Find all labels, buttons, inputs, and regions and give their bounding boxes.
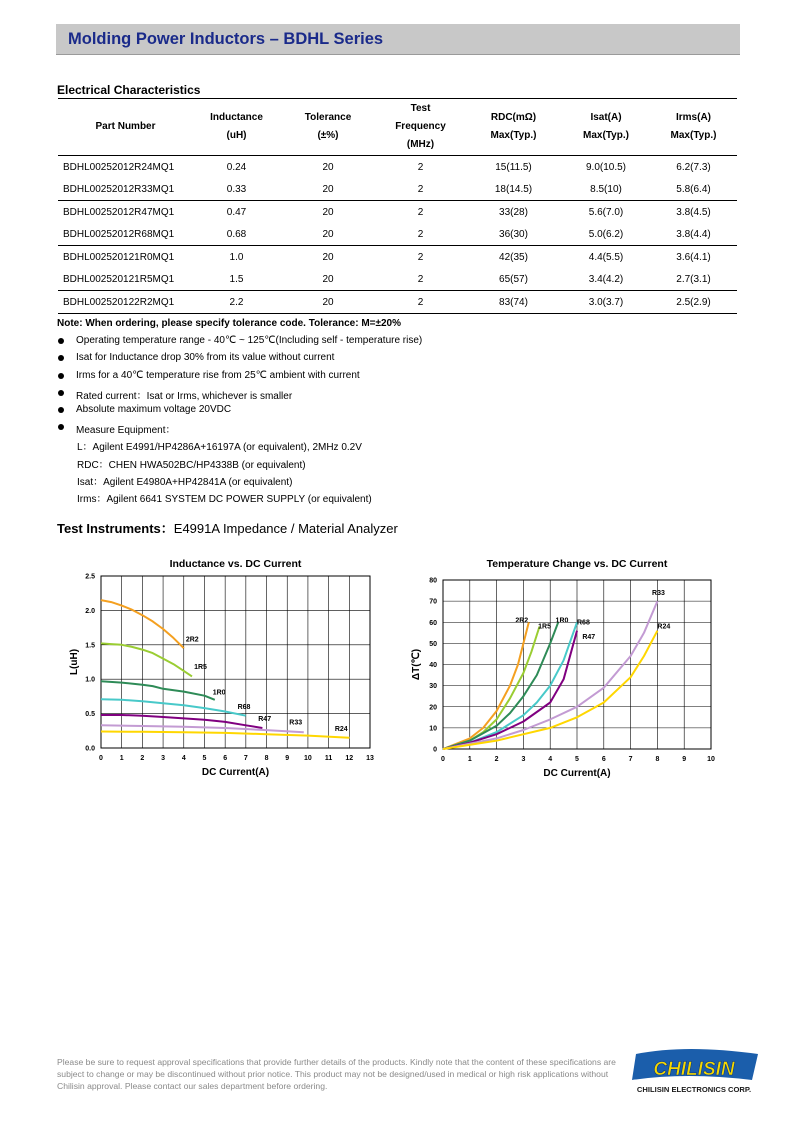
x-tick-label: 12 xyxy=(345,755,354,762)
series-label-r33: R33 xyxy=(652,589,665,597)
cell-frequency: 2 xyxy=(376,223,465,246)
table-row xyxy=(58,156,737,179)
cell-isat: 9.0(10.5) xyxy=(585,161,627,173)
cell-isat: 3.4(4.2) xyxy=(562,268,650,291)
y-tick-label: 0 xyxy=(433,746,437,754)
series-label-1r5: 1R5 xyxy=(538,623,551,631)
cell-inductance: 2.2 xyxy=(193,291,280,314)
y-tick-label: 10 xyxy=(429,725,437,733)
cell-inductance: 0.24 xyxy=(226,161,247,173)
x-tick-label: 2 xyxy=(494,756,499,763)
cell-frequency: 2 xyxy=(417,206,424,218)
header-test-frequency: Test Frequency (MHz) xyxy=(395,103,446,150)
y-tick-label: 0.5 xyxy=(85,711,95,719)
x-tick-label: 8 xyxy=(655,756,660,763)
series-label-r68: R68 xyxy=(237,703,251,711)
y-tick-label: 80 xyxy=(429,577,437,585)
header-part-number: Part Number xyxy=(95,121,156,132)
cell-rdc: 83(74) xyxy=(465,291,562,314)
equipment-line: RDC：CHEN HWA502BC/HP4338B (or equivalent) xyxy=(77,460,306,471)
cell-part-number: BDHL00252012R68MQ1 xyxy=(58,223,193,246)
header-inductance: Inductance (uH) xyxy=(210,112,263,141)
x-tick-label: 1 xyxy=(467,756,472,763)
cell-tolerance: 20 xyxy=(322,206,334,218)
cell-inductance: 1.0 xyxy=(229,251,244,263)
x-tick-label: 0 xyxy=(441,756,445,763)
x-tick-label: 6 xyxy=(601,756,606,763)
x-tick-label: 7 xyxy=(628,756,633,763)
x-tick-label: 5 xyxy=(575,756,579,763)
test-instruments xyxy=(57,518,398,537)
bullet-text: Irms for a 40℃ temperature rise from 25℃ ambient with current xyxy=(76,370,360,381)
section-heading: Electrical Characteristics xyxy=(57,83,201,97)
cell-frequency: 2 xyxy=(376,291,465,314)
header-rdc: RDC(mΩ) Max(Typ.) xyxy=(490,112,537,141)
series-line-1r0 xyxy=(101,681,215,700)
cell-rdc: 18(14.5) xyxy=(465,178,562,201)
cell-irms: 3.8(4.4) xyxy=(650,223,737,246)
cell-isat: 4.4(5.5) xyxy=(588,251,624,263)
header-tolerance: Tolerance (±%) xyxy=(304,112,352,141)
y-tick-label: 30 xyxy=(429,683,437,691)
cell-tolerance: 20 xyxy=(280,268,376,291)
table-row xyxy=(58,201,737,224)
series-line-1r5 xyxy=(443,627,540,750)
series-label-2r2: 2R2 xyxy=(515,617,529,625)
page-title: Molding Power Inductors – BDHL Series xyxy=(68,30,384,48)
cell-irms: 5.8(6.4) xyxy=(650,178,737,201)
cell-part-number: BDHL002520121R5MQ1 xyxy=(58,268,193,291)
series-label-r47: R47 xyxy=(258,716,272,724)
cell-inductance: 0.33 xyxy=(193,178,280,201)
series-label-1r0: 1R0 xyxy=(212,689,226,697)
bullet-text: Rated current：Isat or Irms, whichever is smaller xyxy=(76,391,293,402)
x-tick-label: 4 xyxy=(548,756,553,763)
bullet-dot xyxy=(58,424,64,430)
cell-rdc: 33(28) xyxy=(499,206,528,218)
cell-irms: 3.6(4.1) xyxy=(676,251,711,263)
series-label-r24: R24 xyxy=(334,725,348,733)
x-tick-label: 4 xyxy=(181,755,186,762)
header-isat: Isat(A) Max(Typ.) xyxy=(583,112,629,141)
footer-disclaimer: Please be sure to request approval specifications that provide further details of the products. Kindly note that the content of these specifications are subject to change or may be discontinued without prior notice. This product may not be designed/used in medical or high risk applications without Chilisin approval. Please contact our sales department before ordering. xyxy=(57,1057,616,1091)
chart-title: Inductance vs. DC Current xyxy=(169,558,302,570)
series-label-r24: R24 xyxy=(657,623,671,631)
y-tick-label: 20 xyxy=(429,704,437,712)
equipment-line: L：Agilent E4991/HP4286A+16197A (or equivalent), 2MHz 0.2V xyxy=(77,442,362,453)
series-label-r68: R68 xyxy=(577,619,590,627)
cell-rdc: 42(35) xyxy=(499,251,528,263)
x-tick-label: 2 xyxy=(140,755,145,762)
cell-frequency: 2 xyxy=(417,251,424,263)
cell-inductance: 1.5 xyxy=(193,268,280,291)
y-tick-label: 40 xyxy=(429,662,437,669)
inductance-chart xyxy=(56,552,396,784)
series-line-r47 xyxy=(443,631,577,749)
series-label-r33: R33 xyxy=(289,719,303,727)
x-tick-label: 8 xyxy=(264,755,269,762)
cell-tolerance: 20 xyxy=(280,291,376,314)
y-tick-label: 2.5 xyxy=(85,573,95,581)
company-logo xyxy=(626,1046,766,1098)
bullet-dot xyxy=(58,407,64,413)
cell-irms: 2.5(2.9) xyxy=(650,291,737,314)
logo-wordmark: CHILISIN xyxy=(653,1059,735,1080)
cell-isat: 8.5(10) xyxy=(562,178,650,201)
y-tick-label: 0.0 xyxy=(85,745,95,753)
bullet-dot xyxy=(58,390,64,396)
ordering-note: Note: When ordering, please specify tolerance code. Tolerance: M=±20% xyxy=(57,318,402,329)
cell-isat: 5.0(6.2) xyxy=(562,223,650,246)
cell-part-number: BDHL002520121R0MQ1 xyxy=(63,251,175,263)
y-tick-label: 2.0 xyxy=(85,607,95,615)
series-line-1r5 xyxy=(101,643,192,676)
cell-part-number: BDHL00252012R33MQ1 xyxy=(58,178,193,201)
table-row xyxy=(58,246,737,269)
x-tick-label: 11 xyxy=(324,755,333,762)
plot-frame xyxy=(101,576,370,748)
equipment-line: Isat：Agilent E4980A+HP42841A (or equivalent) xyxy=(77,477,293,488)
x-tick-label: 6 xyxy=(223,755,228,762)
cell-frequency: 2 xyxy=(417,161,424,173)
cell-rdc: 36(30) xyxy=(465,223,562,246)
cell-irms: 2.7(3.1) xyxy=(650,268,737,291)
y-tick-label: 1.5 xyxy=(85,642,95,650)
cell-inductance: 0.47 xyxy=(226,206,247,218)
bullet-text: Operating temperature range - 40℃ ~ 125℃(Including self - temperature rise) xyxy=(76,335,423,346)
cell-irms: 3.8(4.5) xyxy=(676,206,711,218)
cell-isat: 3.0(3.7) xyxy=(562,291,650,314)
cell-frequency: 2 xyxy=(376,178,465,201)
table-row xyxy=(58,178,737,201)
cell-part-number: BDHL00252012R47MQ1 xyxy=(63,206,175,218)
x-tick-label: 10 xyxy=(304,755,312,762)
cell-tolerance: 20 xyxy=(280,223,376,246)
series-line-r68 xyxy=(101,699,246,716)
x-tick-label: 9 xyxy=(285,755,290,762)
y-tick-label: 1.0 xyxy=(85,676,95,684)
table-header-row xyxy=(58,99,737,156)
cell-rdc: 65(57) xyxy=(465,268,562,291)
y-axis-label: L(uH) xyxy=(69,648,80,676)
y-tick-label: 60 xyxy=(429,619,437,627)
x-tick-label: 1 xyxy=(119,755,124,762)
table-row xyxy=(58,223,737,246)
temperature-chart xyxy=(400,552,730,784)
series-label-1r0: 1R0 xyxy=(555,617,569,625)
spec-table xyxy=(58,98,737,314)
chart-title: Temperature Change vs. DC Current xyxy=(486,558,668,570)
cell-tolerance: 20 xyxy=(322,161,334,173)
series-label-2r2: 2R2 xyxy=(185,636,199,644)
bullet-dot xyxy=(58,355,64,361)
cell-part-number: BDHL00252012R24MQ1 xyxy=(63,161,175,173)
table-row xyxy=(58,291,737,314)
cell-isat: 5.6(7.0) xyxy=(588,206,624,218)
x-tick-label: 0 xyxy=(99,755,103,762)
y-tick-label: 50 xyxy=(429,640,437,648)
x-tick-label: 9 xyxy=(682,756,687,763)
x-tick-label: 10 xyxy=(707,756,715,763)
title-bar xyxy=(56,24,740,55)
x-tick-label: 5 xyxy=(202,755,207,762)
y-tick-label: 70 xyxy=(429,598,437,606)
x-tick-label: 7 xyxy=(243,755,248,762)
equipment-line: Irms：Agilent 6641 SYSTEM DC POWER SUPPLY (or equivalent) xyxy=(77,494,372,505)
series-label-1r5: 1R5 xyxy=(194,663,207,671)
header-irms: Irms(A) Max(Typ.) xyxy=(670,112,717,141)
bullet-dot xyxy=(58,373,64,379)
table-row xyxy=(58,268,737,291)
test-instruments-label: Test Instruments： xyxy=(57,521,174,536)
y-axis-label: ΔT(℃) xyxy=(411,648,422,681)
bullet-text: Isat for Inductance drop 30% from its value without current xyxy=(76,352,335,363)
x-axis-label: DC Current(A) xyxy=(543,768,611,779)
cell-tolerance: 20 xyxy=(280,178,376,201)
cell-rdc: 15(11.5) xyxy=(495,161,532,173)
test-instruments-value: E4991A Impedance / Material Analyzer xyxy=(173,521,398,536)
cell-part-number: BDHL002520122R2MQ1 xyxy=(58,291,193,314)
x-tick-label: 13 xyxy=(366,755,374,762)
x-axis-label: DC Current(A) xyxy=(201,767,270,778)
cell-inductance: 0.68 xyxy=(193,223,280,246)
bullet-text: Measure Equipment： xyxy=(76,425,176,436)
bullet-text: Absolute maximum voltage 20VDC xyxy=(76,404,232,415)
cell-irms: 6.2(7.3) xyxy=(676,161,711,173)
cell-tolerance: 20 xyxy=(322,251,334,263)
x-tick-label: 3 xyxy=(521,756,526,763)
cell-frequency: 2 xyxy=(376,268,465,291)
logo-company-name: CHILISIN ELECTRONICS CORP. xyxy=(636,1085,752,1094)
x-tick-label: 3 xyxy=(161,755,166,762)
series-label-r47: R47 xyxy=(582,634,596,642)
bullet-dot xyxy=(58,338,64,344)
